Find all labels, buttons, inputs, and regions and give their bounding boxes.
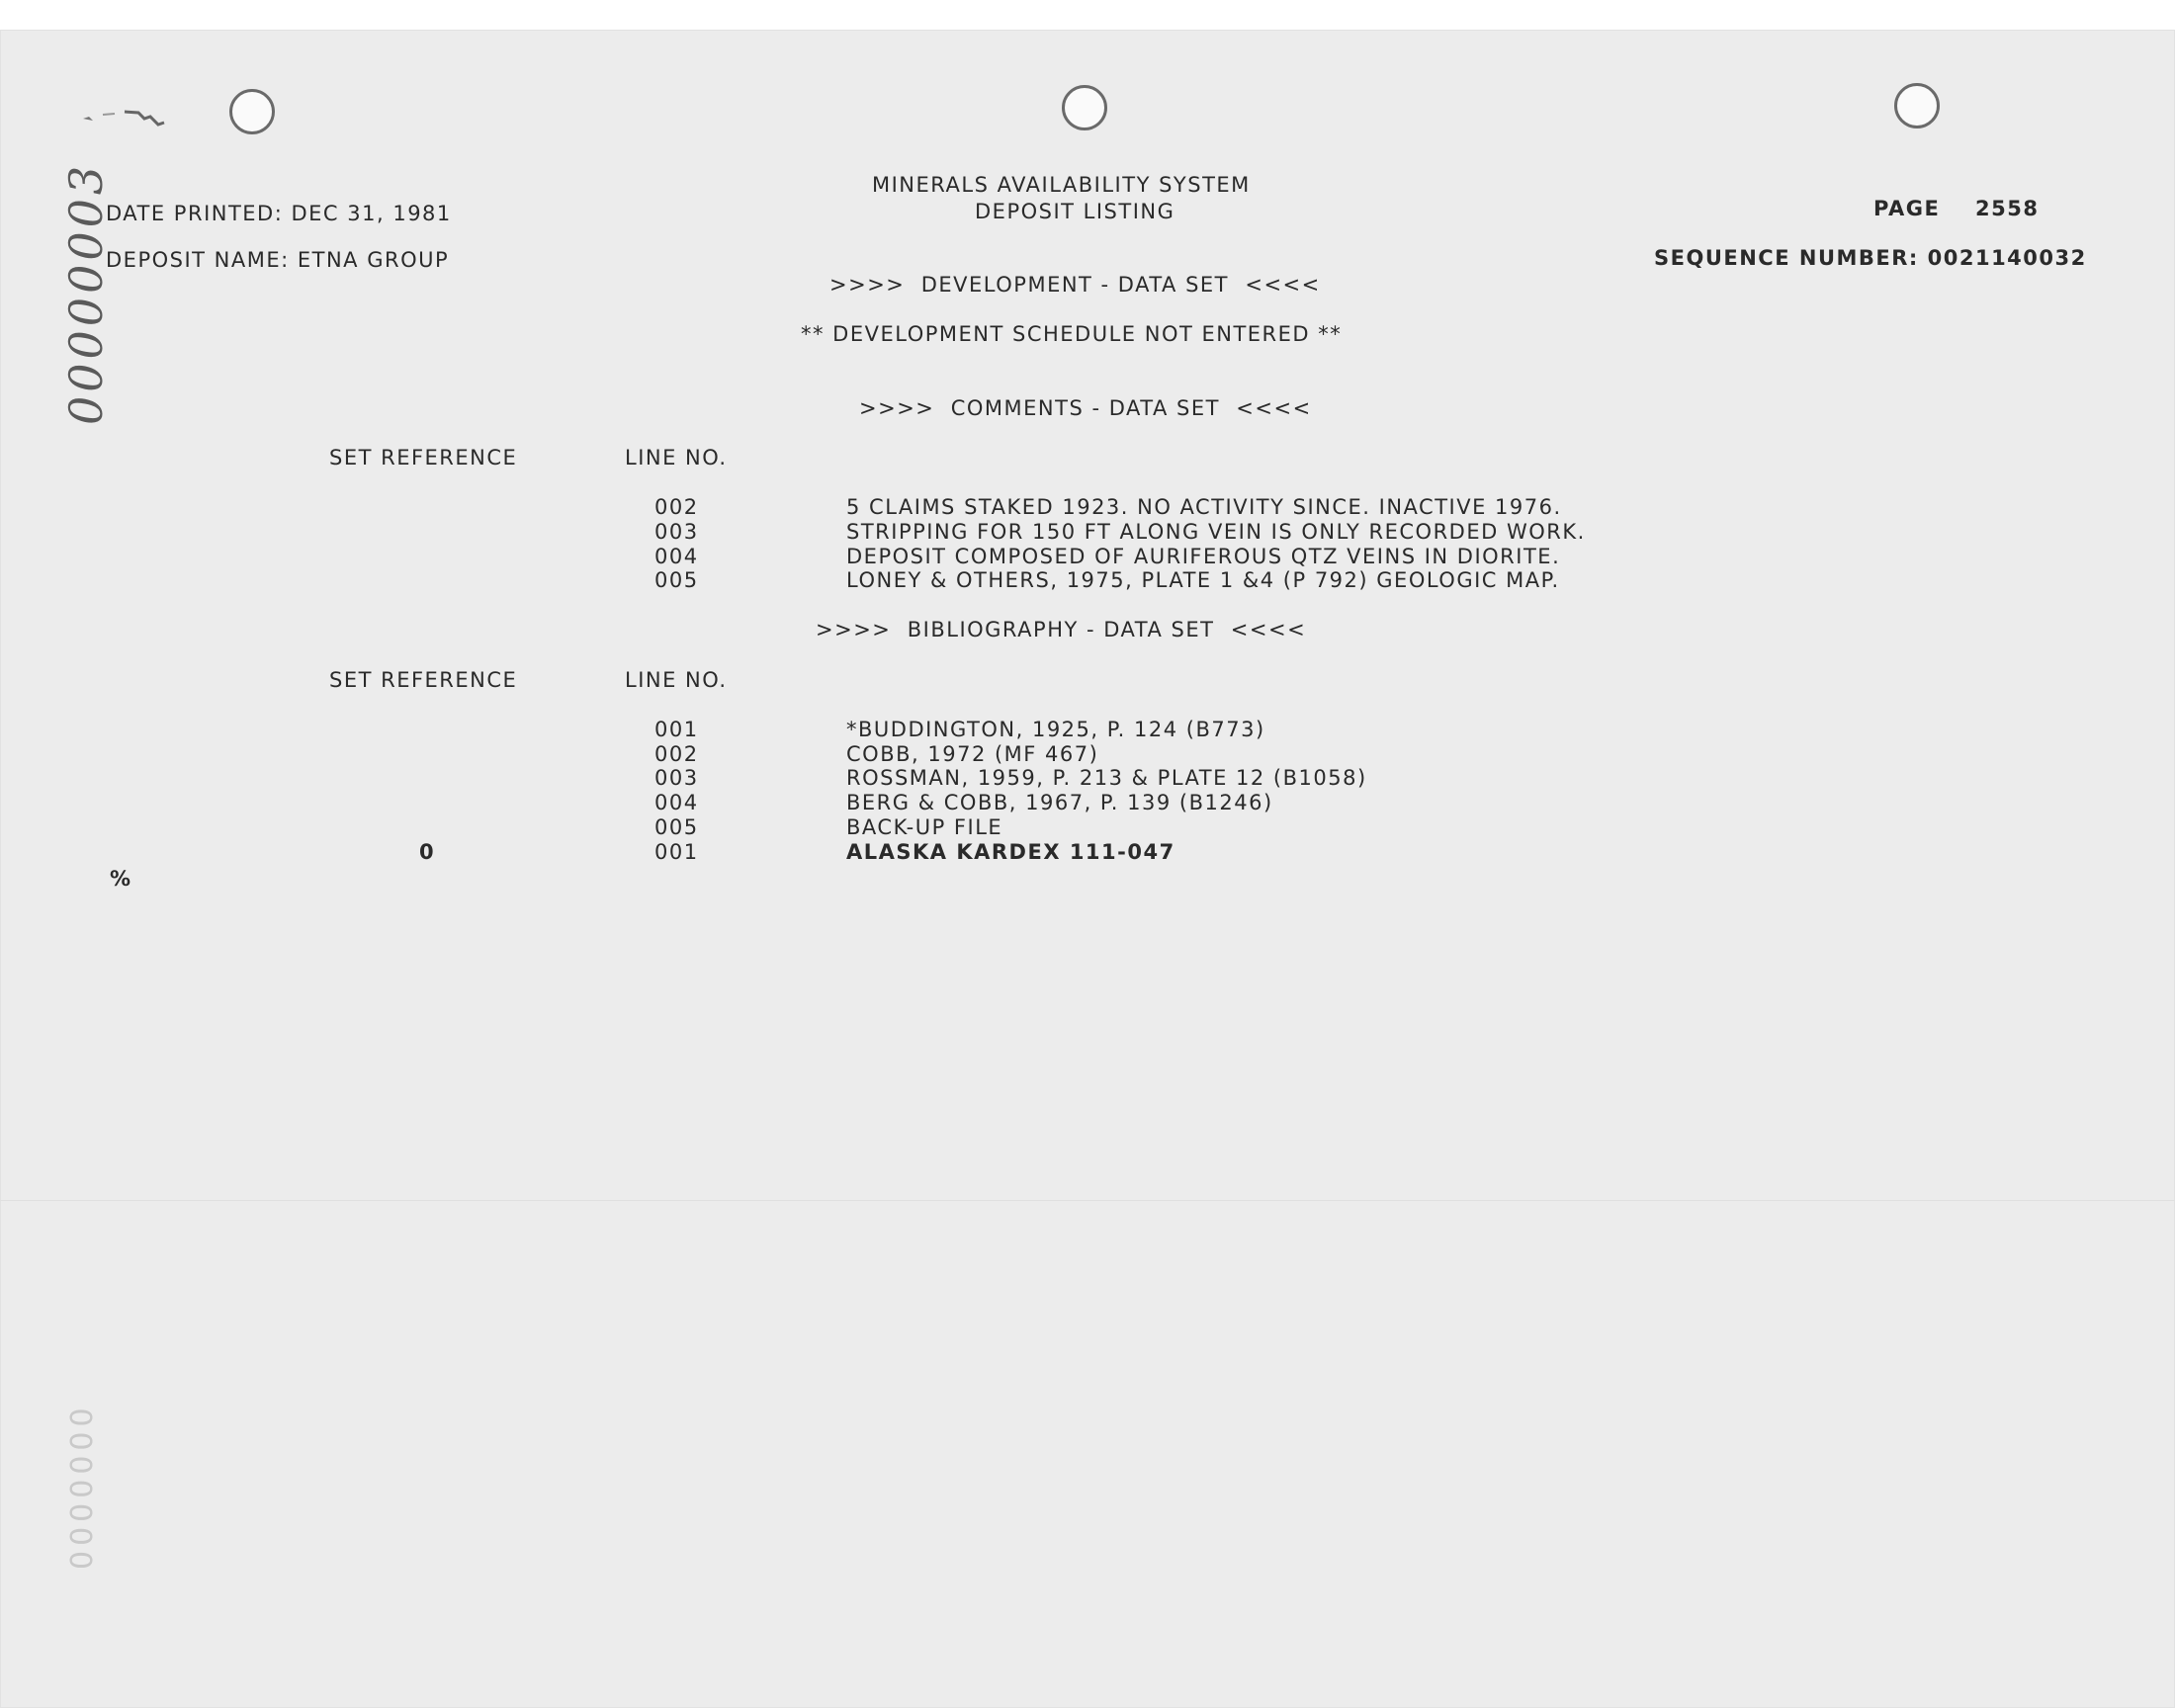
bibliography-text: ALASKA KARDEX 111-047 [846,840,1175,864]
stamped-document-number: 00000003 [59,161,113,425]
development-heading: >>>> DEVELOPMENT - DATA SET <<<< [829,273,1321,297]
comments-col-set-reference: SET REFERENCE [329,446,518,470]
comment-text: LONEY & OTHERS, 1975, PLATE 1 &4 (P 792) GEOLOGIC MAP. [846,568,1560,592]
bibliography-text: COBB, 1972 (MF 467) [846,742,1099,766]
comments-col-line-no: LINE NO. [625,446,728,470]
comment-line-no: 002 [654,495,699,519]
comment-line-no: 005 [654,568,699,592]
development-note: ** DEVELOPMENT SCHEDULE NOT ENTERED ** [801,322,1343,346]
page-number: 2558 [1975,197,2040,220]
punch-hole-right [1894,83,1940,128]
comments-heading: >>>> COMMENTS - DATA SET <<<< [859,396,1312,420]
deposit-name: DEPOSIT NAME: ETNA GROUP [106,248,450,272]
bibliography-text: ROSSMAN, 1959, P. 213 & PLATE 12 (B1058) [846,766,1367,790]
bibliography-line-no: 002 [654,742,699,766]
sequence-number: SEQUENCE NUMBER: 0021140032 [1654,246,2087,270]
page-label: PAGE [1873,197,1941,220]
bibliography-line-no: 005 [654,815,699,839]
bibliography-text: *BUDDINGTON, 1925, P. 124 (B773) [846,718,1265,741]
paper-fold-line [0,1200,2175,1201]
punch-hole-left [229,89,275,134]
ink-smudge [81,105,190,130]
comment-text: DEPOSIT COMPOSED OF AURIFEROUS QTZ VEINS IN DIORITE. [846,545,1561,568]
bibliography-line-no: 001 [654,840,699,864]
bibliography-line-no: 001 [654,718,699,741]
bibliography-text: BERG & COBB, 1967, P. 139 (B1246) [846,791,1273,814]
bibliography-col-line-no: LINE NO. [625,668,728,692]
comment-line-no: 004 [654,545,699,568]
bibliography-col-set-reference: SET REFERENCE [329,668,518,692]
comment-line-no: 003 [654,520,699,544]
punch-hole-center [1062,85,1107,130]
listing-title: DEPOSIT LISTING [975,200,1175,223]
bibliography-line-no: 003 [654,766,699,790]
date-printed: DATE PRINTED: DEC 31, 1981 [106,202,452,225]
bibliography-line-no: 004 [654,791,699,814]
end-of-record-mark: % [110,867,132,891]
comment-text: STRIPPING FOR 150 FT ALONG VEIN IS ONLY RECORDED WORK. [846,520,1586,544]
bibliography-text: BACK-UP FILE [846,815,1003,839]
system-title: MINERALS AVAILABILITY SYSTEM [872,173,1251,197]
comment-text: 5 CLAIMS STAKED 1923. NO ACTIVITY SINCE. INACTIVE 1976. [846,495,1562,519]
faint-stamped-number: 0000000 [65,1403,100,1570]
bibliography-heading: >>>> BIBLIOGRAPHY - DATA SET <<<< [816,618,1307,641]
bibliography-set-reference: 0 [419,840,436,864]
